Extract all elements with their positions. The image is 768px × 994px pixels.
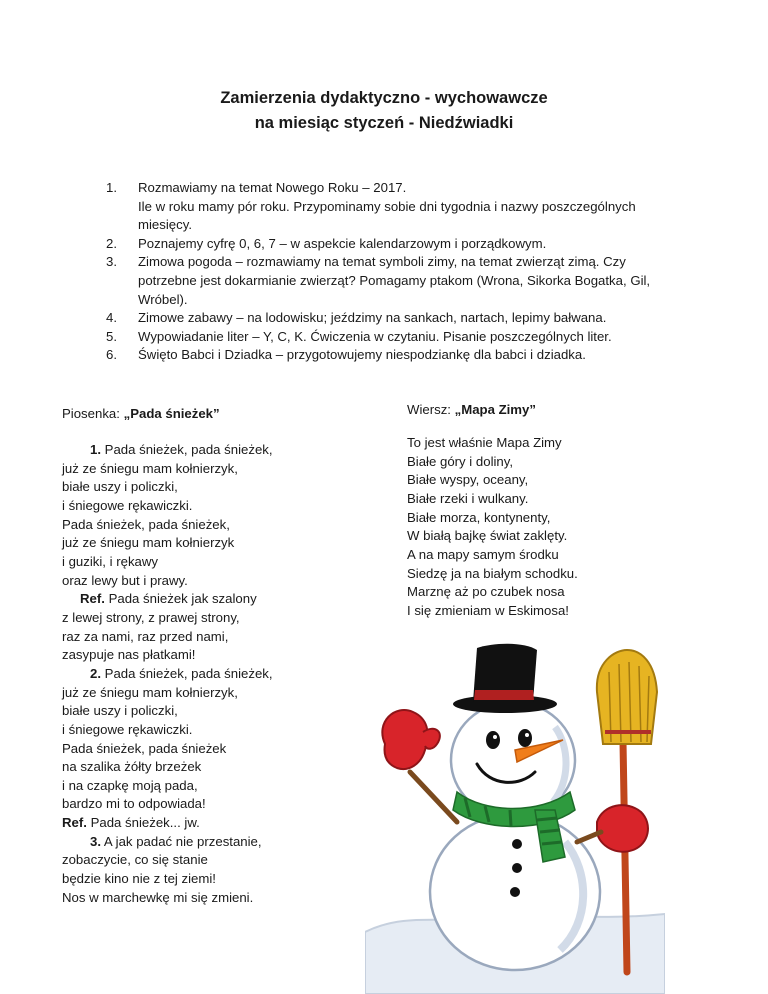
poem-heading bbox=[407, 400, 536, 419]
list-item bbox=[106, 346, 666, 365]
page-title-line-1: Zamierzenia dydaktyczno - wychowawcze bbox=[220, 89, 548, 107]
verse-line: oraz lewy but i prawy. bbox=[62, 572, 188, 588]
page-title-line-2: na miesiąc styczeń - Niedźwiadki bbox=[254, 114, 514, 132]
goal-number: 5. bbox=[106, 328, 117, 344]
refrain-line: z lewej strony, z prawej strony, bbox=[62, 609, 240, 625]
verse-line: i guziki, i rękawy bbox=[62, 553, 159, 569]
verse-line: Pada śnieżek, pada śnieżek bbox=[62, 740, 227, 756]
refrain-text: Pada śnieżek... jw. bbox=[86, 815, 200, 831]
goal-text: Ile w roku mamy pór roku. Przypominamy sobie dni tygodnia i nazwy poszczególnych bbox=[138, 198, 636, 214]
snowman-icon bbox=[365, 632, 665, 994]
goal-text: Poznajemy cyfrę 0, 6, 7 – w aspekcie kalendarzowym i porządkowym. bbox=[138, 235, 547, 251]
poem-line: To jest właśnie Mapa Zimy bbox=[407, 435, 562, 450]
goal-text: Zimowa pogoda – rozmawiamy na temat symboli zimy, na temat zwierząt zimą. Czy bbox=[138, 254, 626, 270]
goal-text: Zimowe zabawy – na lodowisku; jeździmy na sankach, nartach, lepimy bałwana. bbox=[138, 310, 607, 326]
poem-line: Białe morza, kontynenty, bbox=[407, 509, 551, 525]
verse-line: i śniegowe rękawiczki. bbox=[62, 497, 193, 513]
list-item bbox=[106, 328, 666, 347]
verse-line: na szalika żółty brzeżek bbox=[62, 759, 202, 775]
poem-line: W białą bajkę świat zaklęty. bbox=[407, 528, 568, 544]
refrain-line: zasypuje nas płatkami! bbox=[62, 647, 196, 663]
list-item bbox=[106, 235, 666, 254]
goal-text: Święto Babci i Dziadka – przygotowujemy niespodziankę dla babci i dziadka. bbox=[138, 347, 586, 363]
goal-text: potrzebne jest dokarmianie zwierząt? Pomagamy ptakom (Wrona, Sikorka Bogatka, Gil, bbox=[138, 272, 651, 288]
verse-text: Pada śnieżek, pada śnieżek, bbox=[101, 665, 273, 681]
verse-line: będzie kino nie z tej ziemi! bbox=[62, 871, 216, 887]
verse-line: bardzo mi to odpowiada! bbox=[62, 796, 206, 812]
goal-number: 2. bbox=[106, 235, 117, 251]
refrain-line: raz za nami, raz przed nami, bbox=[62, 628, 229, 644]
verse-line: zobaczycie, co się stanie bbox=[62, 852, 208, 868]
goal-number: 6. bbox=[106, 347, 117, 363]
verse-line: już ze śniegu mam kołnierzyk, bbox=[62, 460, 238, 476]
goal-number: 4. bbox=[106, 310, 117, 326]
verse-line: i śniegowe rękawiczki. bbox=[62, 721, 193, 737]
verse-number: 2. bbox=[90, 665, 101, 681]
poem-line: I się zmieniam w Eskimosa! bbox=[407, 602, 569, 618]
song-label: Piosenka: bbox=[62, 406, 124, 421]
poem-line: Marznę aż po czubek nosa bbox=[407, 584, 565, 600]
list-item bbox=[106, 309, 666, 328]
verse-line: i na czapkę moją pada, bbox=[62, 777, 198, 793]
verse-number: 1. bbox=[90, 442, 101, 457]
song-heading bbox=[62, 404, 220, 423]
poem-line: Siedzę ja na białym schodku. bbox=[407, 565, 578, 581]
song-lyrics bbox=[62, 441, 352, 907]
verse-line bbox=[62, 833, 352, 852]
verse-line bbox=[62, 441, 352, 460]
poem-line: Białe rzeki i wulkany. bbox=[407, 490, 529, 506]
goal-number: 1. bbox=[106, 180, 117, 195]
goal-text: Wróbel). bbox=[138, 291, 188, 307]
refrain-text: Pada śnieżek jak szalony bbox=[104, 591, 257, 607]
verse-text: Pada śnieżek, pada śnieżek, bbox=[101, 442, 273, 457]
verse-line: białe uszy i policzki, bbox=[62, 703, 178, 719]
verse-line: białe uszy i policzki, bbox=[62, 479, 178, 495]
list-item bbox=[106, 253, 666, 309]
goals-list bbox=[106, 179, 666, 365]
refrain-label: Ref. bbox=[62, 815, 87, 831]
verse-line: już ze śniegu mam kołnierzyk, bbox=[62, 684, 238, 700]
verse-line: Nos w marchewkę mi się zmieni. bbox=[62, 889, 254, 905]
song-title: „Pada śnieżek” bbox=[123, 406, 220, 421]
poem-line: Białe wyspy, oceany, bbox=[407, 472, 529, 488]
verse-line: Pada śnieżek, pada śnieżek, bbox=[62, 516, 230, 532]
poem-label: Wiersz: bbox=[407, 402, 455, 417]
poem-line: A na mapy samym środku bbox=[407, 546, 559, 562]
refrain-line bbox=[62, 814, 352, 833]
poem-line: Białe góry i doliny, bbox=[407, 453, 514, 469]
refrain-label: Ref. bbox=[80, 591, 105, 607]
goal-number: 3. bbox=[106, 254, 117, 270]
verse-line bbox=[62, 665, 352, 684]
poem-title: „Mapa Zimy” bbox=[454, 402, 536, 417]
verse-number: 3. bbox=[90, 833, 101, 849]
goal-text: Wypowiadanie liter – Y, C, K. Ćwiczenia w czytaniu. Pisanie poszczególnych liter. bbox=[138, 328, 612, 344]
verse-line: już ze śniegu mam kołnierzyk bbox=[62, 535, 235, 551]
verse-text: A jak padać nie przestanie, bbox=[101, 833, 262, 849]
goal-text: Rozmawiamy na temat Nowego Roku – 2017. bbox=[138, 180, 407, 195]
goal-text: miesięcy. bbox=[138, 217, 192, 233]
list-item bbox=[106, 179, 666, 235]
poem-text bbox=[407, 434, 578, 621]
refrain-line bbox=[62, 590, 352, 609]
